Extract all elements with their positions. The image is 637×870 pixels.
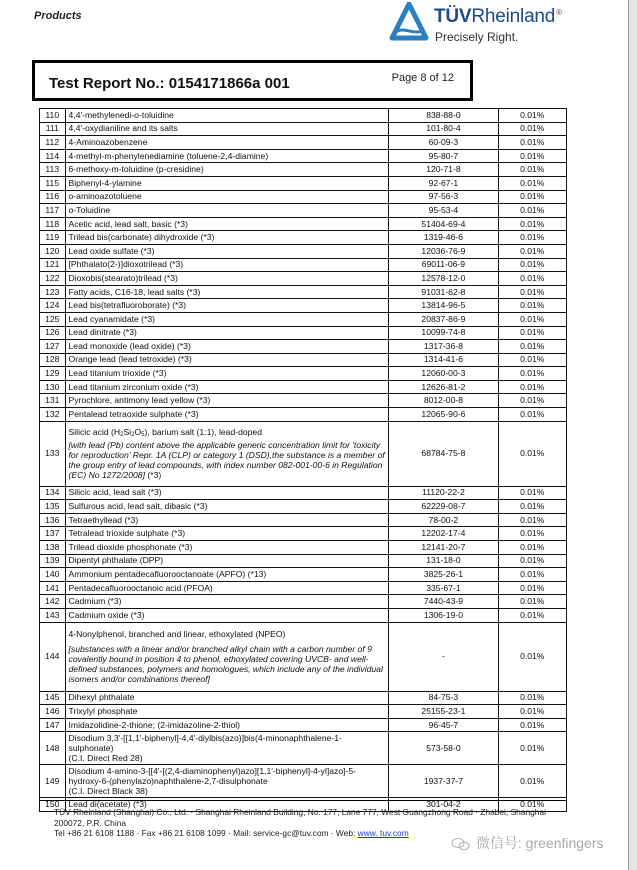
substance-name: Lead monoxide (lead oxide) (*3) xyxy=(65,340,389,354)
table-row xyxy=(40,718,567,732)
cas-number: 84-75-3 xyxy=(389,691,498,705)
table-row xyxy=(40,231,567,245)
substance-name: Trilead dioxide phosphonate (*3) xyxy=(65,541,389,555)
cas-number: 12626-81-2 xyxy=(389,380,498,394)
cas-number: 60-09-3 xyxy=(389,136,498,150)
limit-value: 0.01% xyxy=(498,217,566,231)
table-row xyxy=(40,380,567,394)
cas-number: 68784-75-8 xyxy=(389,421,498,486)
table-row xyxy=(40,299,567,313)
website-link[interactable]: www. tuv.com xyxy=(357,828,409,838)
cas-number: 1314-41-6 xyxy=(389,353,498,367)
substance-name: Lead titanium trioxide (*3) xyxy=(65,367,389,381)
row-number: 131 xyxy=(40,394,66,408)
substance-name: [Phthalato(2-)]dioxotrilead (*3) xyxy=(65,258,389,272)
substance-name: Lead di(acetate) (*3) xyxy=(65,798,389,812)
limit-value: 0.01% xyxy=(498,609,566,623)
substance-name: Lead dinitrate (*3) xyxy=(65,326,389,340)
table-row xyxy=(40,705,567,719)
cas-number: 69011-06-9 xyxy=(389,258,498,272)
table-row xyxy=(40,122,567,136)
table-row xyxy=(40,312,567,326)
limit-value: 0.01% xyxy=(498,136,566,150)
cas-number: 11120-22-2 xyxy=(389,486,498,500)
table-row xyxy=(40,217,567,231)
table-row: 148 Disodium 3,3'-[[1,1'-biphenyl]-4,4'-diylbis(azo)]bis(4-minonaphthalene-1- sulphonate) (C.I. Direct Red 28) 573-58-0 0.01% xyxy=(40,732,567,765)
substance-name: Pentalead tetraoxide sulphate (*3) xyxy=(65,408,389,422)
row-number: 135 xyxy=(40,500,66,514)
limit-value: 0.01% xyxy=(498,299,566,313)
limit-value: 0.01% xyxy=(498,408,566,422)
row-number: 137 xyxy=(40,527,66,541)
report-title: Test Report No.: 0154171866a 001 xyxy=(49,75,290,92)
substance-name: Cadmium (*3) xyxy=(65,595,389,609)
substance-name: o-aminoazotoluene xyxy=(65,190,389,204)
row-number: 112 xyxy=(40,136,66,150)
table-row: 149 Disodium 4-amino-3-[[4'-[(2,4-diaminophenyl)azo][1,1'-biphenyl]-4-yl]azo]-5- hydroxy-6-(phenylazo)naphthalene-2,7-disulphonate (C.I. Direct Black 38) 1937-37-7 0.01% xyxy=(40,765,567,798)
limit-value: 0.01% xyxy=(498,691,566,705)
limit-value: 0.01% xyxy=(498,109,566,123)
row-number: 141 xyxy=(40,581,66,595)
substance-name: 4-methyl-m-phenylenediamine (toluene-2,4-diamine) xyxy=(65,149,389,163)
cas-number: - xyxy=(389,622,498,691)
limit-value: 0.01% xyxy=(498,765,566,798)
table-row xyxy=(40,568,567,582)
limit-value: 0.01% xyxy=(498,527,566,541)
limit-value: 0.01% xyxy=(498,326,566,340)
substance-name: Imidazolidine-2-thione; (2-imidazoline-2-thiol) xyxy=(65,718,389,732)
substance-name: Lead oxide sulfate (*3) xyxy=(65,244,389,258)
wechat-watermark: 微信号: greenfingers xyxy=(450,833,604,853)
substance-name: Tetraethyllead (*3) xyxy=(65,513,389,527)
table-row xyxy=(40,326,567,340)
cas-number: 92-67-1 xyxy=(389,176,498,190)
cas-number: 101-80-4 xyxy=(389,122,498,136)
cas-number: 1306-19-0 xyxy=(389,609,498,623)
limit-value: 0.01% xyxy=(498,705,566,719)
row-number: 134 xyxy=(40,486,66,500)
table-row xyxy=(40,149,567,163)
limit-value: 0.01% xyxy=(498,718,566,732)
table-row xyxy=(40,581,567,595)
row-number: 129 xyxy=(40,367,66,381)
table-row xyxy=(40,340,567,354)
table-row xyxy=(40,527,567,541)
table-row xyxy=(40,244,567,258)
cas-number: 51404-69-4 xyxy=(389,217,498,231)
substance-name: 4-Aminoazobenzene xyxy=(65,136,389,150)
footer-address: TÜV Rheinland (Shanghai) Co., Ltd. · Shanghai Rheinland Building, No. 177, Lane 777, West Guangzhong Road · Zhabei, Shanghai 200072, P.R. China Tel +86 21 6108 1188 · Fax +86 21 6108 1099 · Mail: service-gc@tuv.com · Web: www. tuv.com xyxy=(54,807,546,838)
row-number: 114 xyxy=(40,149,66,163)
limit-value: 0.01% xyxy=(498,380,566,394)
limit-value: 0.01% xyxy=(498,581,566,595)
table-row xyxy=(40,595,567,609)
row-number: 120 xyxy=(40,244,66,258)
limit-value: 0.01% xyxy=(498,176,566,190)
cas-number: 131-18-0 xyxy=(389,554,498,568)
limit-value: 0.01% xyxy=(498,421,566,486)
footer-divider xyxy=(39,800,567,801)
substance-name: Silicic acid (H2Si2O5), barium salt (1:1), lead-doped [with lead (Pb) content above the applicable generic concentration limit for 'toxicity for reproduction' Repr. 1A (CLP) or category 1 (DSD),the substance is a member of the group entry of lead compounds, with index number 082-001-00-6 in Regulation (EC) No 1272/2008] (*3) xyxy=(65,421,389,486)
row-number: 128 xyxy=(40,353,66,367)
limit-value: 0.01% xyxy=(498,231,566,245)
page-indicator: Page 8 of 12 xyxy=(391,72,454,84)
cas-number: 1319-46-6 xyxy=(389,231,498,245)
table-row xyxy=(40,513,567,527)
cas-number: 97-56-3 xyxy=(389,190,498,204)
limit-value: 0.01% xyxy=(498,285,566,299)
row-number: 126 xyxy=(40,326,66,340)
table-row xyxy=(40,258,567,272)
cas-number: 1937-37-7 xyxy=(389,765,498,798)
limit-value: 0.01% xyxy=(498,122,566,136)
substance-note: [substances with a linear and/or branched alkyl chain with a carbon number of 9 covalently bound in position 4 to phenol, ethoxylated covering UVCB- and well-defined substances, polymers and homologues, which include any of the individual isomers and/or combinations thereof] xyxy=(68,644,383,685)
row-number: 113 xyxy=(40,163,66,177)
cas-number: 8012-00-8 xyxy=(389,394,498,408)
cas-number: 10099-74-8 xyxy=(389,326,498,340)
tuv-triangle-logo-icon xyxy=(388,2,430,44)
row-number: 132 xyxy=(40,408,66,422)
cas-number: 573-58-0 xyxy=(389,732,498,765)
cas-number: 120-71-8 xyxy=(389,163,498,177)
substance-name: Dioxobis(stearato)trilead (*3) xyxy=(65,272,389,286)
substance-name: Trixylyl phosphate xyxy=(65,705,389,719)
substance-name: Silicic acid, lead salt (*3) xyxy=(65,486,389,500)
row-number: 115 xyxy=(40,176,66,190)
table-row xyxy=(40,691,567,705)
substance-name: Pyrochlore, antimony lead yellow (*3) xyxy=(65,394,389,408)
substance-name: Dihexyl phthalate xyxy=(65,691,389,705)
table-row xyxy=(40,109,567,123)
cas-number: 78-00-2 xyxy=(389,513,498,527)
row-number: 123 xyxy=(40,285,66,299)
row-number: 116 xyxy=(40,190,66,204)
substance-name: Lead bis(tetrafluoroborate) (*3) xyxy=(65,299,389,313)
row-number: 143 xyxy=(40,609,66,623)
cas-number: 3825-26-1 xyxy=(389,568,498,582)
row-number: 118 xyxy=(40,217,66,231)
table-row: 150 Lead di(acetate) (*3) 301-04-2 0.01% xyxy=(40,798,567,812)
table-row: 144 4-Nonylphenol, branched and linear, ethoxylated (NPEO) [substances with a linear and/or branched alkyl chain with a carbon number of 9 covalently bound in position 4 to phenol, ethoxylated covering UVCB- and well-defined substances, polymers and homologues, which include any of the individual isomers and/or combinations thereof] - 0.01% xyxy=(40,622,567,691)
limit-value: 0.01% xyxy=(498,312,566,326)
wechat-icon xyxy=(450,837,472,851)
cas-number: 7440-43-9 xyxy=(389,595,498,609)
table-row xyxy=(40,367,567,381)
table-row xyxy=(40,554,567,568)
table-row: 133 Silicic acid (H2Si2O5), barium salt (1:1), lead-doped [with lead (Pb) content above the applicable generic concentration limit for 'toxicity for reproduction' Repr. 1A (CLP) or category 1 (DSD),the substance is a member of the group entry of lead compounds, with index number 082-001-00-6 in Regulation (EC) No 1272/2008] (*3) 68784-75-8 0.01% xyxy=(40,421,567,486)
cas-number: 12202-17-4 xyxy=(389,527,498,541)
cas-number: 301-04-2 xyxy=(389,798,498,812)
row-number: 111 xyxy=(40,122,66,136)
cas-number: 62229-08-7 xyxy=(389,500,498,514)
cas-number: 95-80-7 xyxy=(389,149,498,163)
substance-name: Cadmium oxide (*3) xyxy=(65,609,389,623)
limit-value: 0.01% xyxy=(498,500,566,514)
substance-name: 4-Nonylphenol, branched and linear, ethoxylated (NPEO) [substances with a linear and/or branched alkyl chain with a carbon number of 9 covalently bound in position 4 to phenol, ethoxylated covering UVCB- and well-defined substances, polymers and homologues, which include any of the individual isomers and/or combinations thereof] xyxy=(65,622,389,691)
substance-name: Dipentyl phthalate (DPP) xyxy=(65,554,389,568)
limit-value: 0.01% xyxy=(498,340,566,354)
substance-name: Acetic acid, lead salt, basic (*3) xyxy=(65,217,389,231)
tuv-rheinland-logo xyxy=(388,0,588,50)
table-row xyxy=(40,408,567,422)
substance-name: Disodium 4-amino-3-[[4'-[(2,4-diaminophenyl)azo][1,1'-biphenyl]-4-yl]azo]-5- hydroxy-6-(phenylazo)naphthalene-2,7-disulphonate (C.I. Direct Black 38) xyxy=(65,765,389,798)
row-number: 121 xyxy=(40,258,66,272)
cas-number: 95-53-4 xyxy=(389,204,498,218)
table-row xyxy=(40,190,567,204)
row-number: 122 xyxy=(40,272,66,286)
table-row xyxy=(40,136,567,150)
substance-name: Tetralead trioxide sulphate (*3) xyxy=(65,527,389,541)
limit-value: 0.01% xyxy=(498,149,566,163)
limit-value: 0.01% xyxy=(498,190,566,204)
cas-number: 20837-86-9 xyxy=(389,312,498,326)
substance-name: Ammonium pentadecafluorooctanoate (APFO) (*13) xyxy=(65,568,389,582)
row-number: 136 xyxy=(40,513,66,527)
row-number: 138 xyxy=(40,541,66,555)
row-number: 140 xyxy=(40,568,66,582)
section-label: Products xyxy=(34,10,82,22)
limit-value: 0.01% xyxy=(498,258,566,272)
row-number: 139 xyxy=(40,554,66,568)
table-row xyxy=(40,272,567,286)
cas-number: 91031-62-8 xyxy=(389,285,498,299)
substance-name: Biphenyl-4-ylamine xyxy=(65,176,389,190)
row-number: 124 xyxy=(40,299,66,313)
table-row xyxy=(40,285,567,299)
limit-value: 0.01% xyxy=(498,513,566,527)
row-number: 146 xyxy=(40,705,66,719)
limit-value: 0.01% xyxy=(498,622,566,691)
cas-number: 25155-23-1 xyxy=(389,705,498,719)
table-row xyxy=(40,486,567,500)
row-number: 145 xyxy=(40,691,66,705)
row-number: 117 xyxy=(40,204,66,218)
row-number: 125 xyxy=(40,312,66,326)
limit-value: 0.01% xyxy=(498,541,566,555)
substance-name: 6-methoxy-m-toluidine (p-cresidine) xyxy=(65,163,389,177)
limit-value: 0.01% xyxy=(498,353,566,367)
limit-value: 0.01% xyxy=(498,798,566,812)
limit-value: 0.01% xyxy=(498,244,566,258)
limit-value: 0.01% xyxy=(498,163,566,177)
substance-name: Disodium 3,3'-[[1,1'-biphenyl]-4,4'-diylbis(azo)]bis(4-minonaphthalene-1- sulphonate) (C.I. Direct Red 28) xyxy=(65,732,389,765)
cas-number: 12036-76-9 xyxy=(389,244,498,258)
substance-name: Trilead bis(carbonate) dihydroxide (*3) xyxy=(65,231,389,245)
cas-number: 12065-90-6 xyxy=(389,408,498,422)
cas-number: 335-67-1 xyxy=(389,581,498,595)
cas-number: 838-88-0 xyxy=(389,109,498,123)
row-number: 127 xyxy=(40,340,66,354)
limit-value: 0.01% xyxy=(498,568,566,582)
cas-number: 12578-12-0 xyxy=(389,272,498,286)
limit-value: 0.01% xyxy=(498,367,566,381)
limit-value: 0.01% xyxy=(498,595,566,609)
cas-number: 12141-20-7 xyxy=(389,541,498,555)
table-row xyxy=(40,609,567,623)
table-row xyxy=(40,541,567,555)
table-row xyxy=(40,353,567,367)
table-row xyxy=(40,204,567,218)
row-number: 130 xyxy=(40,380,66,394)
logo-tagline: Precisely Right. xyxy=(435,30,519,44)
cas-number: 96-45-7 xyxy=(389,718,498,732)
limit-value: 0.01% xyxy=(498,394,566,408)
substance-name: o-Toluidine xyxy=(65,204,389,218)
page-edge-scrollbar xyxy=(628,0,637,870)
limit-value: 0.01% xyxy=(498,204,566,218)
substance-name: 4,4'-oxydianiline and its salts xyxy=(65,122,389,136)
substance-name: Sulfurous acid, lead salt, dibasic (*3) xyxy=(65,500,389,514)
substance-name: Lead titanium zirconium oxide (*3) xyxy=(65,380,389,394)
cas-number: 12060-00-3 xyxy=(389,367,498,381)
cas-number: 1317-36-8 xyxy=(389,340,498,354)
table-row xyxy=(40,394,567,408)
row-number: 119 xyxy=(40,231,66,245)
row-number: 110 xyxy=(40,109,66,123)
substance-name: 4,4'-methylenedi-o-toluidine xyxy=(65,109,389,123)
row-number: 147 xyxy=(40,718,66,732)
limit-value: 0.01% xyxy=(498,732,566,765)
row-number: 142 xyxy=(40,595,66,609)
table-row xyxy=(40,176,567,190)
substance-table xyxy=(39,108,567,812)
limit-value: 0.01% xyxy=(498,554,566,568)
substance-name: Lead cyanamidate (*3) xyxy=(65,312,389,326)
substance-name: Fatty acids, C16-18, lead salts (*3) xyxy=(65,285,389,299)
substance-name: Orange lead (lead tetroxide) (*3) xyxy=(65,353,389,367)
substance-name: Pentadecafluorooctanoic acid (PFOA) xyxy=(65,581,389,595)
limit-value: 0.01% xyxy=(498,486,566,500)
logo-brand: TÜVRheinland® xyxy=(434,6,562,27)
substance-note: [with lead (Pb) content above the applicable generic concentration limit for 'toxicity for reproduction' Repr. 1A (CLP) or category 1 (DSD),the substance is a member of the group entry of lead compounds, with index number 082-001-00-6 in Regulation (EC) No 1272/2008] xyxy=(68,440,385,481)
limit-value: 0.01% xyxy=(498,272,566,286)
cas-number: 13814-96-5 xyxy=(389,299,498,313)
table-row xyxy=(40,500,567,514)
table-row xyxy=(40,163,567,177)
report-header-box xyxy=(32,60,473,101)
